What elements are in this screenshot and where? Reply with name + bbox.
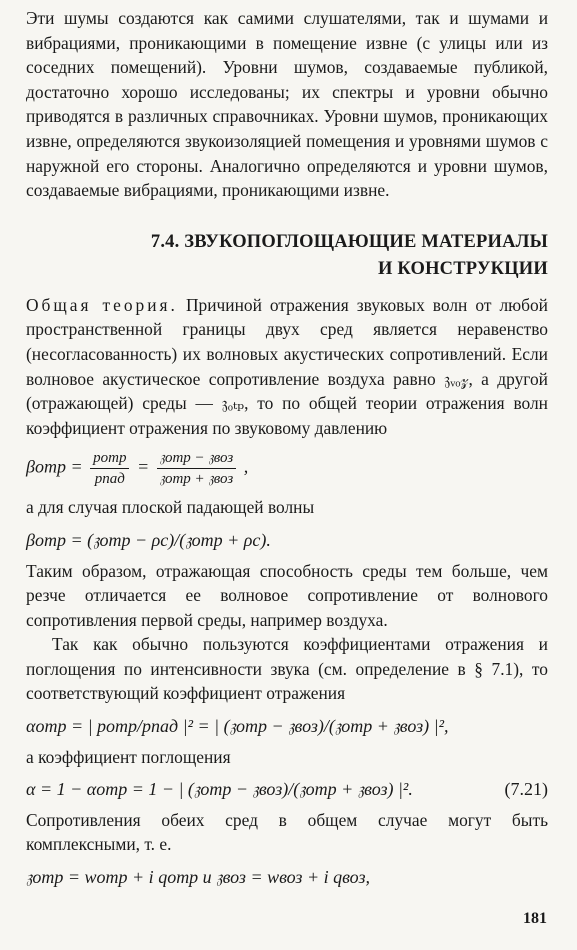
paragraph-absorption: а коэффициент поглощения (26, 746, 231, 767)
formula-complex-impedance: 𝔷отр = wотр + i qотр и 𝔷воз = wвоз + i qвоз, (26, 867, 370, 888)
formula-comma: , (243, 456, 249, 477)
paragraph-text: Причиной отражения звуковых волн от любой пространственной границы двух сред является неравенство (несогласованность) их волновых акустических сопротивлений. Если волновое акустическое сопротивление воздуха равно 𝔷ᵥₒ𝓏, а другой (отражающей) среды — 𝔷ₒₜₚ, то по общей теории отражения волн коэффициент отражения по звуковому давлению (26, 294, 548, 438)
fraction-numerator: 𝔷отр − 𝔷воз (157, 448, 237, 469)
formula-lhs: βотр = (26, 456, 83, 477)
fraction-denominator: pпад (94, 471, 125, 488)
formula-absorption (26, 777, 548, 802)
paragraph-complex: Сопротивления обеих сред в общем случае могут быть комплексными, т. е. (26, 809, 548, 855)
fraction-numerator: pотр (90, 448, 129, 469)
section-heading (26, 229, 548, 283)
paragraph-reflectivity: Таким образом, отражающая способность среды тем больше, чем резче отличается ее волновое сопротивление от волнового сопротивления первой среды, например воздуха. (26, 560, 548, 630)
run-in-heading: Общая теория. (26, 294, 178, 315)
paragraph-intensity: Так как обычно пользуются коэффициентами отражения и поглощения по интенсивности звука (см. определение в § 7.1), то соответствующий коэффициент отражения (26, 634, 548, 704)
paragraph-noise: Эти шумы создаются как самими слушателями, так и шумами и вибрациями, проникающими в помещение извне (с улицы или из соседних помещений). Уровни шумов, создаваемые публикой, достаточно хорошо исследованы; их спектры и уровни обычно приводятся в различных справочниках. Уровни шумов, проникающих извне, определяются звукоизоляцией помещения и уровнями шумов с наружной его стороны. Аналогично определяются и уровни шумов, создаваемые вибрациями, проникающими извне. (26, 8, 548, 201)
formula-equals: = (136, 456, 150, 477)
heading-line-2: И КОНСТРУКЦИИ (377, 258, 548, 279)
paragraph-general-theory (26, 293, 548, 441)
page-body (26, 6, 548, 896)
page-number: 181 (523, 910, 547, 928)
formula-reflection-intensity: αотр = | pотр/pпад |² = | (𝔷отр − 𝔷воз)/(𝔷отр + 𝔷воз) |², (26, 716, 449, 737)
heading-line-1: 7.4. ЗВУКОПОГЛОЩАЮЩИЕ МАТЕРИАЛЫ (150, 231, 548, 252)
fraction-pressure (90, 448, 129, 489)
formula-plane-wave: βотр = (𝔷отр − ρc)/(𝔷отр + ρc). (26, 529, 271, 550)
paragraph-plane-wave: а для случая плоской падающей волны (26, 497, 315, 518)
formula-reflection-pressure (26, 448, 548, 489)
formula-text: α = 1 − αотр = 1 − | (𝔷отр − 𝔷воз)/(𝔷отр + 𝔷воз) |². (26, 779, 413, 800)
fraction-impedance (157, 448, 237, 489)
equation-number: (7.21) (504, 779, 548, 800)
fraction-denominator: 𝔷отр + 𝔷воз (159, 471, 234, 488)
